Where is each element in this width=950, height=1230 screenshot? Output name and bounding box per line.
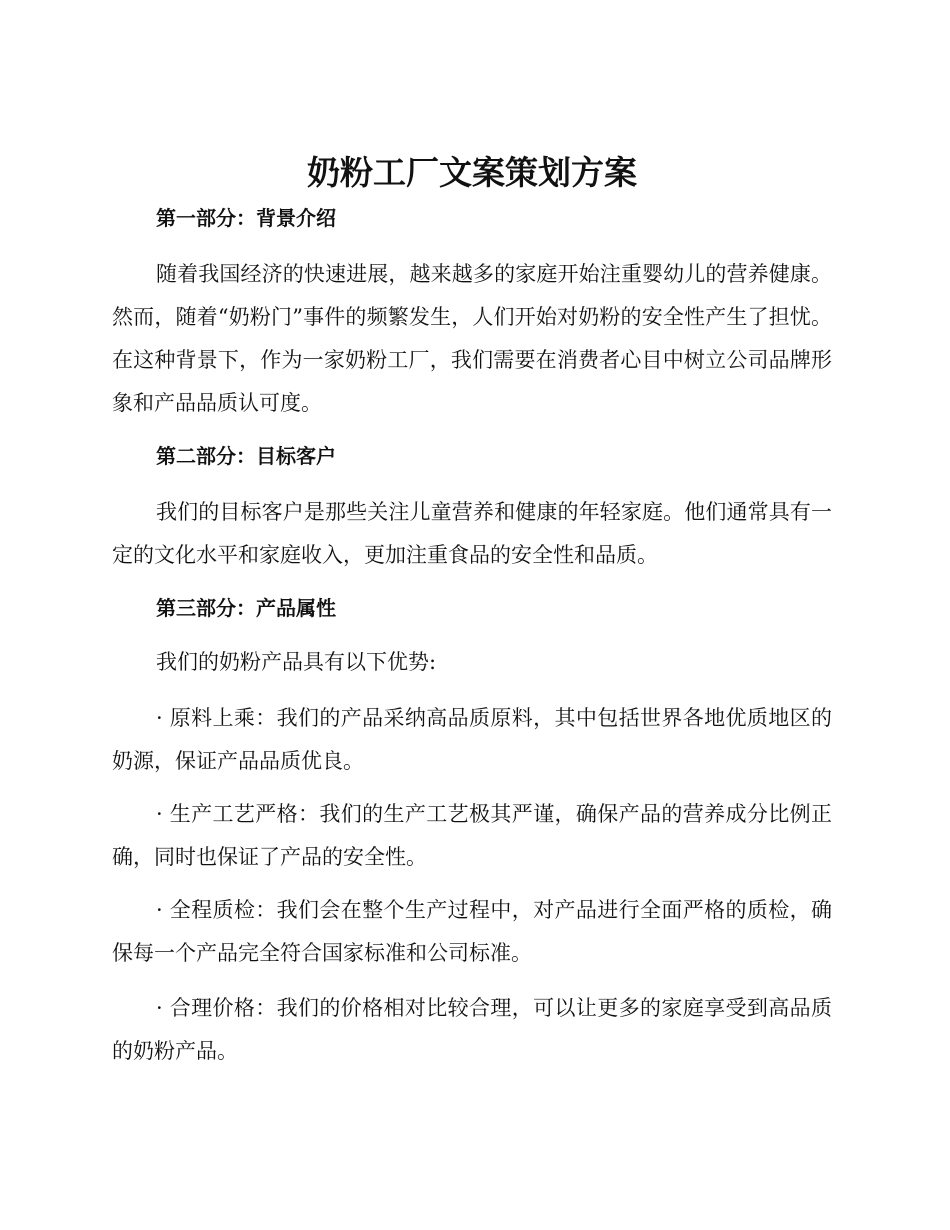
- paragraph-target-customers: 我们的目标客户是那些关注儿童营养和健康的年轻家庭。他们通常具有一定的文化水平和家庭收入，更加注重食品的安全性和品质。: [112, 500, 832, 567]
- paragraph-product-intro: 我们的奶粉产品具有以下优势:: [156, 650, 437, 674]
- section-heading-background: 第一部分：背景介绍: [156, 206, 336, 230]
- bullet-item-reasonable-price: · 合理价格：我们的价格相对比较合理，可以让更多的家庭享受到高品质的奶粉产品。: [112, 996, 832, 1063]
- document-title: 奶粉工厂文案策划方案: [307, 153, 637, 192]
- paragraph-background: 随着我国经济的快速进展，越来越多的家庭开始注重婴幼儿的营养健康。然而，随着“奶粉门”事件的频繁发生，人们开始对奶粉的安全性产生了担忧。在这种背景下，作为一家奶粉工厂，我们需要在消费者心目中树立公司品牌形象和产品品质认可度。: [112, 262, 832, 415]
- bullet-item-raw-materials: · 原料上乘：我们的产品采纳高品质原料，其中包括世界各地优质地区的奶源，保证产品品质优良。: [112, 706, 832, 773]
- section-heading-target-customers: 第二部分：目标客户: [156, 444, 336, 468]
- bullet-item-quality-inspection: · 全程质检：我们会在整个生产过程中，对产品进行全面严格的质检，确保每一个产品完全符合国家标准和公司标准。: [112, 898, 832, 965]
- bullet-item-production-process: · 生产工艺严格：我们的生产工艺极其严谨，确保产品的营养成分比例正确，同时也保证了产品的安全性。: [112, 802, 832, 869]
- section-heading-product-attributes: 第三部分：产品属性: [156, 596, 336, 620]
